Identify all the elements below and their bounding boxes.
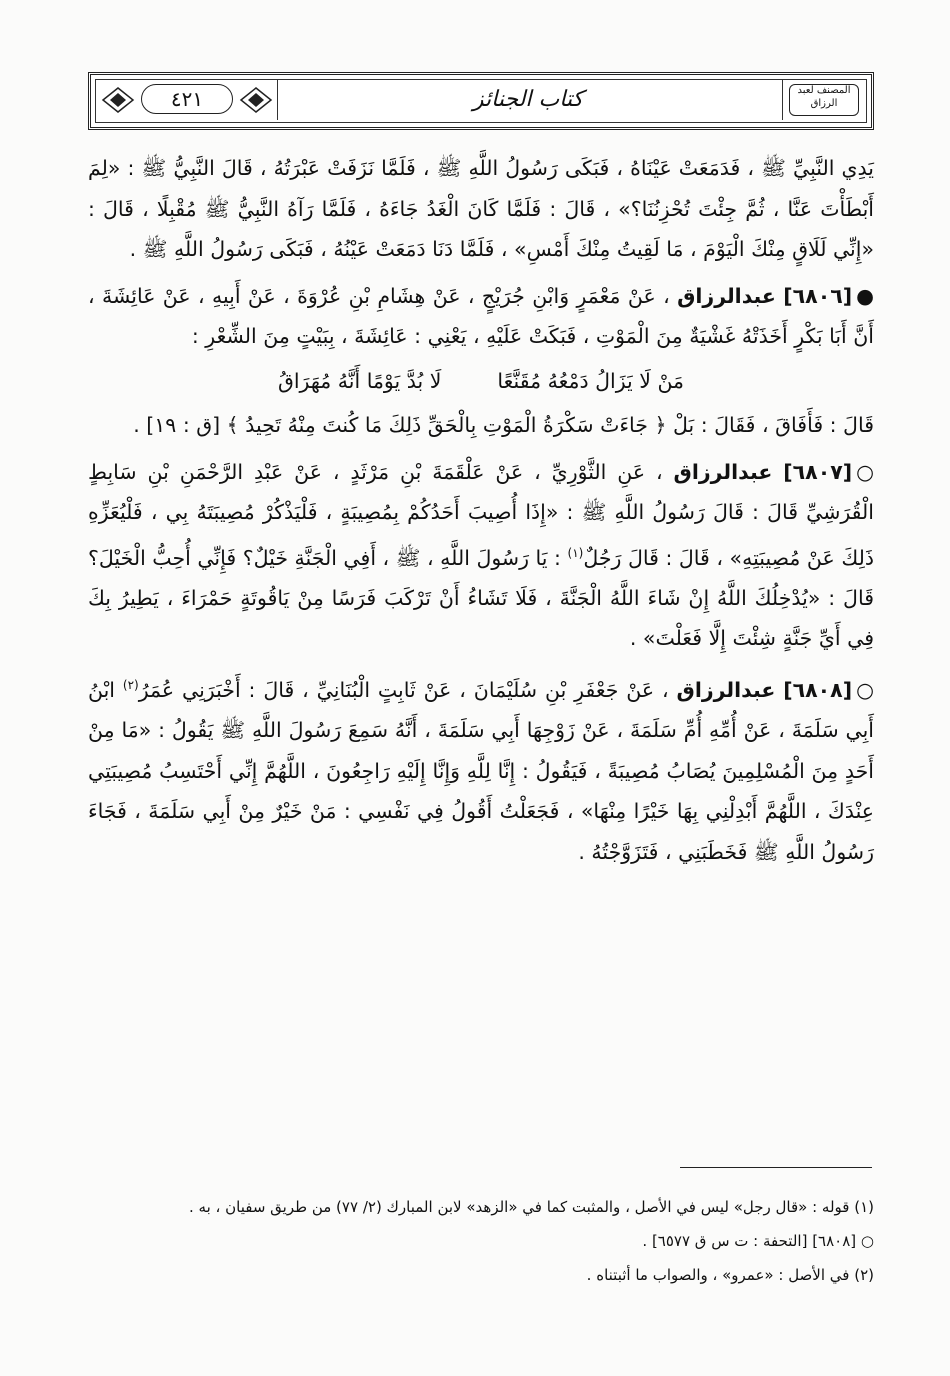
footnotes: [88, 1190, 874, 1292]
hadith-text-2: : يَا رَسُولَ اللَّهِ ، ﷺ ، أَفِي الْجَنَّةِ خَيْلٌ؟ فَإِنِّي أُحِبُّ الْخَيْلَ؟ قَالَ : «يُدْخِلُكَ اللَّهُ إِنْ شَاءَ اللَّهُ الْجَنَّةَ ، فَلَا تَشَاءُ أَنْ تَرْكَبَ فَرَسًا مِنْ يَاقُوتَةٍ حَمْرَاءَ ، يَطِيرُ بِكَ فِي أَيِّ جَنَّةٍ شِئْتَ إِلَّا فَعَلْتَ» .: [88, 545, 874, 651]
verse-hemistich-2: لَا بُدَّ يَوْمًا أَنَّهُ مُهَرَاقُ: [277, 368, 442, 393]
chapter-title: كتاب الجنائز: [472, 87, 584, 112]
verse-hemistich-1: مَنْ لَا يَزَالُ دَمْعُهُ مُقَنَّعًا: [497, 368, 685, 393]
main-text: [88, 148, 874, 872]
bullet-icon: ●: [856, 283, 874, 308]
hadith-text: ، عَنْ مَعْمَرٍ وَابْنِ جُرَيْجٍ ، عَنْ هِشَامِ بْنِ عُرْوَةَ ، عَنْ أَبِيهِ ، عَنْ عَائِشَةَ ، أَنَّ أَبَا بَكْرٍ أَخَذَتْهُ غَشْيَةٌ مِنَ الْمَوْتِ ، فَبَكَتْ عَلَيْهِ ، يَعْنِي : عَائِشَةَ ، بِبَيْتٍ مِنَ الشِّعْرِ :: [88, 283, 874, 348]
hadith-6807: [88, 452, 874, 659]
hadith-author: عبدالرزاق: [677, 283, 776, 308]
logo-text: المصنف لعبد الرزاق: [797, 85, 851, 109]
page-header: [88, 72, 874, 130]
book-logo: [782, 80, 865, 120]
footnote-ref[interactable]: (٢): [122, 677, 139, 692]
hadith-author: عبدالرزاق: [673, 459, 773, 484]
ornament-icon: [101, 86, 135, 114]
hadith-continuation: قَالَ : فَأَفَاقَ ، فَقَالَ : بَلْ ﴿ جَاءَتْ سَكْرَةُ الْمَوْتِ بِالْحَقِّ ذَلِكَ مَا كُنتَ مِنْهُ تَحِيدُ ﴾ [ق : ١٩] .: [133, 413, 874, 437]
circle-icon: ○: [856, 459, 874, 484]
footnote-divider: [680, 1167, 872, 1168]
footnote-ref[interactable]: (١): [567, 545, 584, 560]
footnote-2: (٢) في الأصل : «عمرو» ، والصواب ما أثبتناه .: [586, 1266, 874, 1284]
hadith-number: [٦٨٠٨]: [783, 677, 853, 702]
hadith-author: عبدالرزاق: [676, 677, 776, 702]
hadith-number: [٦٨٠٦]: [783, 283, 853, 308]
page-number: ٤٢١: [141, 84, 233, 114]
hadith-6806: [88, 276, 874, 357]
hadith-text: ، عَنِ الثَّوْرِيِّ ، عَنْ عَلْقَمَةَ بْنِ مَرْثَدٍ ، عَنْ عَبْدِ الرَّحْمَنِ بْنِ سَابِطٍ الْقُرَشِيِّ قَالَ : قَالَ رَسُولُ اللَّهِ ﷺ : «إِذَا أُصِيبَ أَحَدُكُمْ بِمُصِيبَةٍ ، فَلْيَذْكُرْ مُصِيبَتَهُ بِي ، فَلْيُعَزِّهِ ذَلِكَ عَنْ مُصِيبَتِهِ» ، قَالَ : قَالَ رَجُلٌ: [88, 459, 874, 570]
footnote-1: (١) قوله : «قال رجل» ليس في الأصل ، والمثبت كما في «الزهد» لابن المبارك (٢/ ٧٧) من طريق سفيان ، به .: [189, 1198, 874, 1216]
hadith-6808: [88, 665, 874, 872]
ornament-icon: [239, 86, 273, 114]
hadith-text-2: ابْنُ أَبِي سَلَمَةَ ، عَنْ أُمِّهِ أُمِّ سَلَمَةَ ، عَنْ زَوْجِهَا أَبِي سَلَمَةَ ، أَنَّهُ سَمِعَ رَسُولَ اللَّهِ ﷺ يَقُولُ : «مَا مِنْ أَحَدٍ مِنَ الْمُسْلِمِينَ يُصَابُ مُصِيبَةً ، فَيَقُولُ : إِنَّا لِلَّهِ وَإِنَّا إِلَيْهِ رَاجِعُونَ ، اللَّهُمَّ إِنِّي أَحْتَسِبُ مُصِيبَتِي عِنْدَكَ ، اللَّهُمَّ أَبْدِلْنِي بِهَا خَيْرًا مِنْهَا» ، فَجَعَلْتُ أَقُولُ فِي نَفْسِي : مَنْ خَيْرٌ مِنْ أَبِي سَلَمَةَ ، فَجَاءَ رَسُولُ اللَّهِ ﷺ فَخَطَبَنِي ، فَتَزَوَّجْتُهُ .: [88, 677, 874, 864]
hadith-number: [٦٨٠٧]: [783, 459, 853, 484]
paragraph-continuation: يَدِي النَّبِيِّ ﷺ ، فَدَمَعَتْ عَيْنَاهُ ، فَبَكَى رَسُولُ اللَّهِ ﷺ ، فَلَمَّا نَزَفَتْ عَبْرَتُهُ ، قَالَ النَّبِيُّ ﷺ : «لِمَ أَبْطَأْتَ عَنَّا ، ثُمَّ جِئْتَ تُحْزِنُنَا؟» ، قَالَ : فَلَمَّا كَانَ الْغَدُ جَاءَهُ ، فَلَمَّا رَآهُ النَّبِيُّ ﷺ مُقْبِلًا ، قَالَ : «إِنِّي لَلَاقٍ مِنْكَ الْيَوْمَ ، مَا لَقِيتُ مِنْكَ أَمْسِ» ، فَلَمَّا دَنَا دَمَعَتْ عَيْنُهُ ، فَبَكَى رَسُولُ اللَّهِ ﷺ .: [88, 156, 874, 261]
poetry-verse: [88, 361, 874, 402]
footnote-tuhfa: ○ [٦٨٠٨] [التحفة : ت س ق ٦٥٧٧] .: [642, 1232, 874, 1250]
hadith-text: ، عَنْ جَعْفَرِ بْنِ سُلَيْمَانَ ، عَنْ ثَابِتٍ الْبُنَانِيِّ ، قَالَ : أَخْبَرَنِي عُمَرُ: [138, 677, 669, 702]
page-number-cartouche: [97, 80, 278, 120]
circle-icon: ○: [856, 677, 874, 702]
